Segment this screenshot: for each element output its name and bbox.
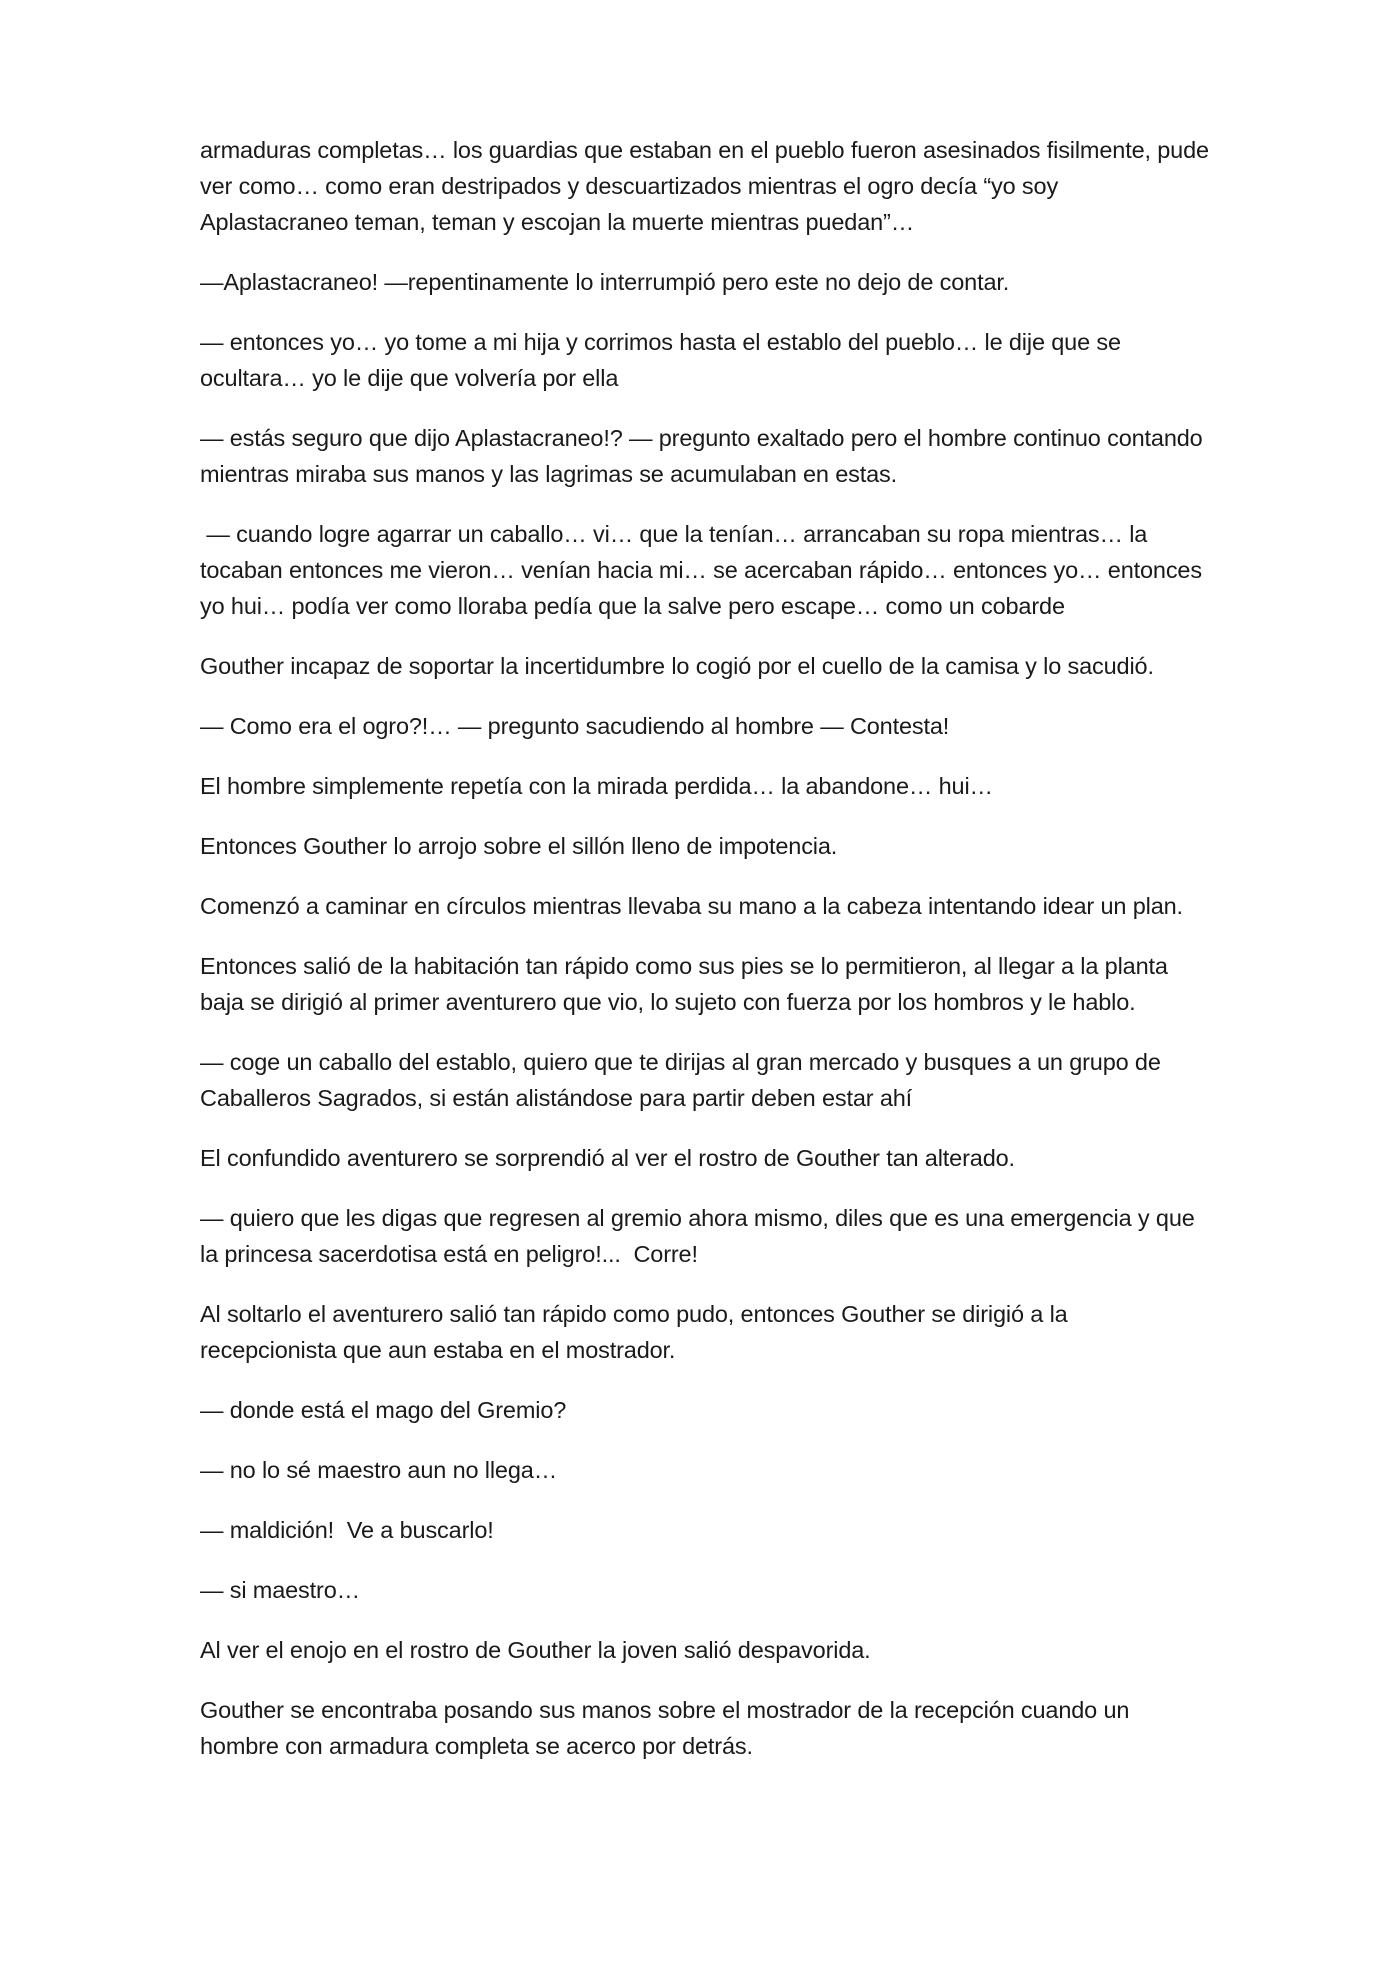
paragraph: Gouther incapaz de soportar la incertidumbre lo cogió por el cuello de la camisa y lo sacudió. <box>200 653 1154 679</box>
paragraph: Entonces Gouther lo arrojo sobre el sillón lleno de impotencia. <box>200 833 838 859</box>
paragraph: — donde está el mago del Gremio? <box>200 1397 567 1423</box>
paragraph: — entonces yo… yo tome a mi hija y corrimos hasta el establo del pueblo… le dije que se ocultara… yo le dije que volvería por ella <box>200 329 1128 391</box>
paragraph: —Aplastacraneo! —repentinamente lo interrumpió pero este no dejo de contar. <box>200 269 1010 295</box>
paragraph: Entonces salió de la habitación tan rápido como sus pies se lo permitieron, al llegar a la planta baja se dirigió al primer aventurero que vio, lo sujeto con fuerza por los hombros y le hablo. <box>200 953 1175 1015</box>
paragraph: Al ver el enojo en el rostro de Gouther la joven salió despavorida. <box>200 1637 871 1663</box>
document-body <box>200 132 1216 1788</box>
paragraph: El confundido aventurero se sorprendió al ver el rostro de Gouther tan alterado. <box>200 1145 1015 1171</box>
paragraph: Gouther se encontraba posando sus manos sobre el mostrador de la recepción cuando un hombre con armadura completa se acerco por detrás. <box>200 1697 1136 1759</box>
paragraph: — cuando logre agarrar un caballo… vi… que la tenían… arrancaban su ropa mientras… la tocaban entonces me vieron… venían hacia mi… se acercaban rápido… entonces yo… entonces yo hui… podía ver como lloraba pedía que la salve pero escape… como un cobarde <box>200 521 1209 619</box>
paragraph: — maldición! Ve a buscarlo! <box>200 1517 494 1543</box>
paragraph: — coge un caballo del establo, quiero que te dirijas al gran mercado y busques a un grupo de Caballeros Sagrados, si están alistándose para partir deben estar ahí <box>200 1049 1168 1111</box>
paragraph: — no lo sé maestro aun no llega… <box>200 1457 558 1483</box>
paragraph: — si maestro… <box>200 1577 360 1603</box>
paragraph: — Como era el ogro?!… — pregunto sacudiendo al hombre — Contesta! <box>200 713 950 739</box>
paragraph: Comenzó a caminar en círculos mientras llevaba su mano a la cabeza intentando idear un plan. <box>200 893 1183 919</box>
paragraph: — estás seguro que dijo Aplastacraneo!? — pregunto exaltado pero el hombre continuo contando mientras miraba sus manos y las lagrimas se acumulaban en estas. <box>200 425 1209 487</box>
paragraph: Al soltarlo el aventurero salió tan rápido como pudo, entonces Gouther se dirigió a la recepcionista que aun estaba en el mostrador. <box>200 1301 1074 1363</box>
paragraph: — quiero que les digas que regresen al gremio ahora mismo, diles que es una emergencia y que la princesa sacerdotisa está en peligro!... Corre! <box>200 1205 1202 1267</box>
paragraph: El hombre simplemente repetía con la mirada perdida… la abandone… hui… <box>200 773 993 799</box>
paragraph: armaduras completas… los guardias que estaban en el pueblo fueron asesinados fisilmente, pude ver como… como eran destripados y descuartizados mientras el ogro decía “yo soy Aplastacraneo teman, teman y escojan la muerte mientras puedan”… <box>200 137 1216 235</box>
